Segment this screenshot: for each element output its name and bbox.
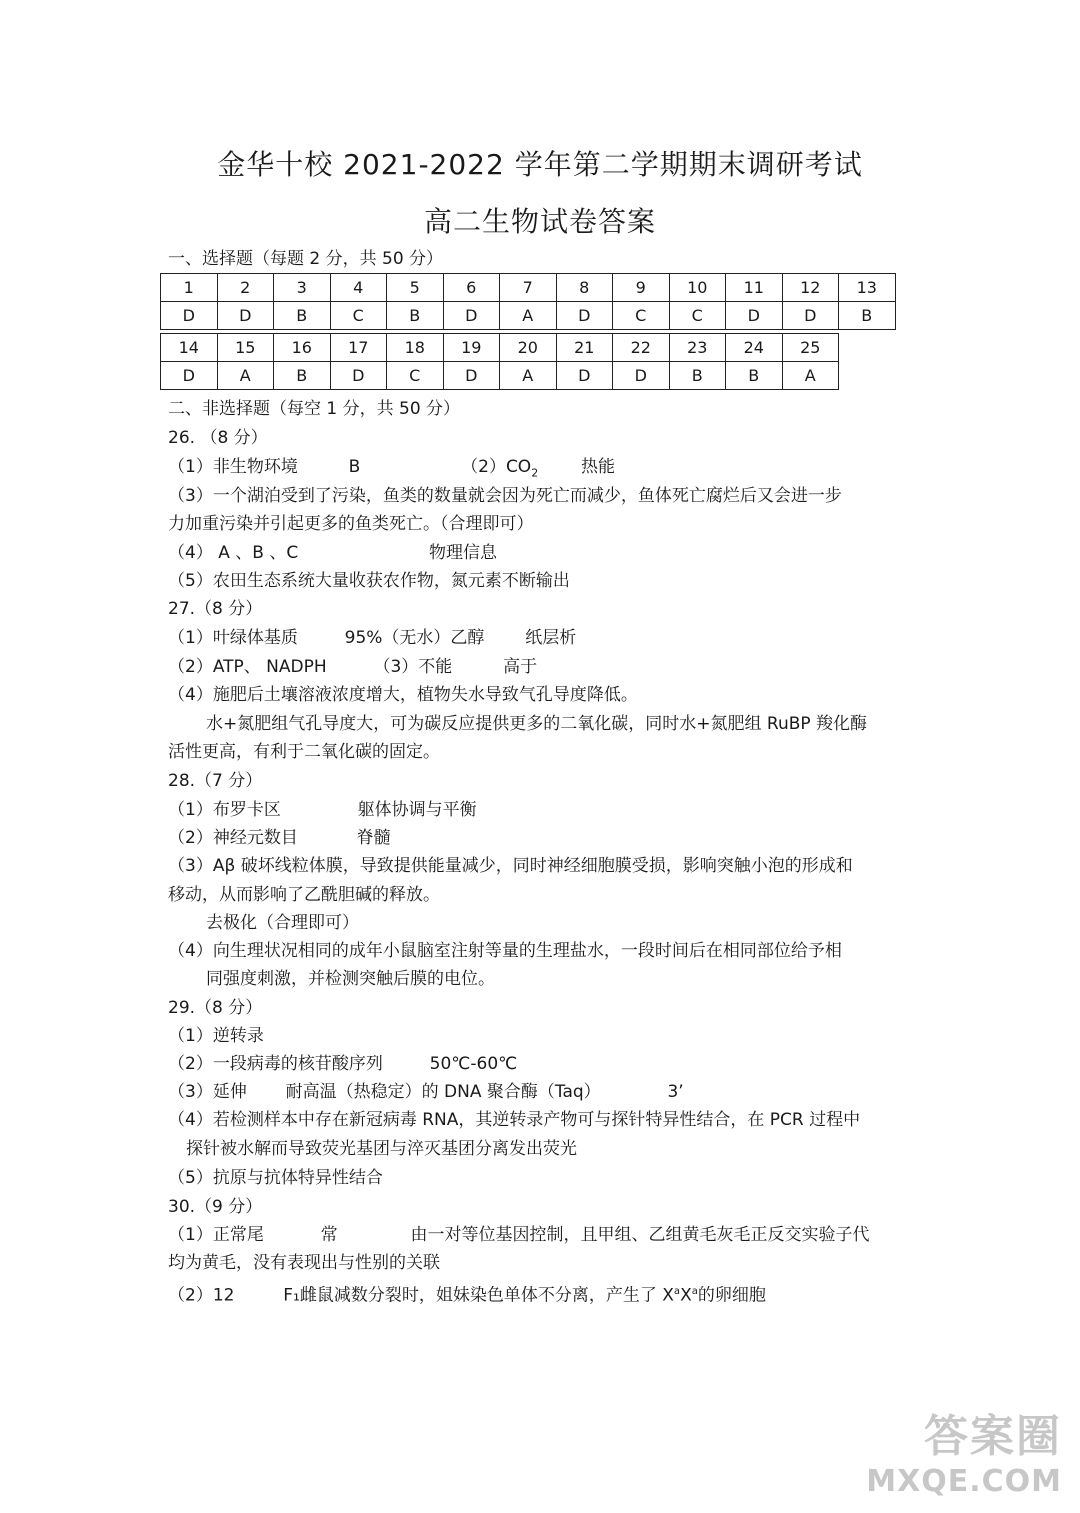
answer-cell: C	[330, 302, 387, 330]
question-number-cell: 24	[726, 334, 783, 362]
q27-ans-1b: 95%（无水）乙醇	[344, 628, 485, 648]
q26-ans-4b: 物理信息	[429, 543, 498, 563]
q26-ans-1b: B	[348, 457, 361, 477]
q29-line-4a: （4）若检测样本中存在新冠病毒 RNA，其逆转录产物可与探针特异性结合，在 PCR 过程中	[168, 1110, 861, 1130]
answer-cell: D	[330, 362, 387, 390]
document-title: 金华十校 2021-2022 学年第二学期期末调研考试	[217, 148, 863, 181]
answer-cell: B	[387, 302, 444, 330]
q26-line-1: （1）非生物环境 B $(2)CO_2$ 热能	[168, 457, 616, 480]
q30-heading: 30.（9 分）	[168, 1197, 263, 1217]
q28-line-1	[168, 799, 477, 821]
answer-cell: A	[782, 362, 839, 390]
answer-table-2-numbers	[161, 334, 839, 362]
answer-cell: B	[274, 362, 331, 390]
q29-heading: 29.（8 分）	[168, 998, 263, 1018]
question-number-cell: 14	[161, 334, 218, 362]
q30-ans-1: （1）正常尾	[168, 1225, 264, 1245]
answer-table-1-numbers	[161, 274, 896, 302]
q30-line-1	[168, 1224, 869, 1246]
q30-ans-1b: 常	[320, 1225, 338, 1245]
question-number-cell: 7	[500, 274, 557, 302]
answer-cell: D	[556, 362, 613, 390]
answer-table-2-answers	[161, 362, 839, 390]
q27-ans-1c: 纸层析	[525, 628, 577, 648]
answer-cell: B	[274, 302, 331, 330]
q26-line-3a: （3）一个湖泊受到了污染，鱼类的数量就会因为死亡而减少，鱼体死亡腐烂后又会进一步	[168, 486, 842, 506]
answer-cell: D	[556, 302, 613, 330]
answer-cell: D	[161, 302, 218, 330]
answer-cell: A	[500, 302, 557, 330]
answer-cell: D	[782, 302, 839, 330]
answer-table-2	[160, 333, 839, 390]
question-number-cell: 4	[330, 274, 387, 302]
q29-ans-2: （2）一段病毒的核苷酸序列	[168, 1054, 383, 1074]
question-number-cell: 22	[613, 334, 670, 362]
q27-line-4a: （4）施肥后土壤溶液浓度增大，植物失水导致气孔导度降低。	[168, 685, 638, 705]
q28-line-2	[168, 827, 391, 849]
q27-ans-3b: 高于	[503, 657, 538, 677]
q29-ans-3: （3）延伸	[168, 1082, 247, 1102]
question-number-cell: 1	[161, 274, 218, 302]
question-number-cell: 25	[782, 334, 839, 362]
q29-ans-3c: 3’	[667, 1082, 684, 1102]
question-number-cell: 13	[839, 274, 896, 302]
q26-ans-2b: 热能	[581, 457, 616, 477]
q30-ans-2: （2）12	[168, 1285, 235, 1306]
question-number-cell: 6	[443, 274, 500, 302]
question-number-cell: 18	[387, 334, 444, 362]
answer-cell: B	[839, 302, 896, 330]
q28-ans-1b: 躯体协调与平衡	[357, 800, 477, 820]
question-number-cell: 21	[556, 334, 613, 362]
q29-line-3	[168, 1081, 684, 1103]
answer-cell: C	[613, 302, 670, 330]
q29-line-2	[168, 1053, 517, 1075]
q28-ans-2b: 脊髓	[356, 828, 391, 848]
q28-heading: 28.（7 分）	[168, 771, 263, 791]
q29-ans-2b: 50℃-60℃	[429, 1054, 518, 1074]
answer-cell: D	[613, 362, 670, 390]
answer-cell: D	[726, 302, 783, 330]
q26-ans-4: （4） A 、B 、C	[168, 543, 299, 563]
watermark-logo	[866, 1400, 1062, 1499]
q29-ans-3b: 耐高温（热稳定）的 DNA 聚合酶（Taq）	[285, 1082, 601, 1102]
question-number-cell: 23	[669, 334, 726, 362]
q28-line-3a: （3）Aβ 破坏线粒体膜，导致提供能量减少，同时神经细胞膜受损，影响突触小泡的形成和	[168, 856, 853, 876]
q28-line-3b: 移动，从而影响了乙酰胆碱的释放。	[168, 885, 440, 905]
answer-table-1-answers	[161, 302, 896, 330]
q27-line-4c: 活性更高，有利于二氧化碳的固定。	[168, 742, 440, 762]
question-number-cell: 10	[669, 274, 726, 302]
question-number-cell: 15	[217, 334, 274, 362]
q30-ans-2b: F₁雌鼠减数分裂时，姐妹染色单体不分离，产生了 X	[283, 1285, 674, 1306]
answer-cell: D	[217, 302, 274, 330]
question-number-cell: 9	[613, 274, 670, 302]
question-number-cell: 19	[443, 334, 500, 362]
answer-cell: C	[387, 362, 444, 390]
q28-line-3c: 去极化（合理即可）	[206, 913, 359, 933]
document-subtitle: 高二生物试卷答案	[423, 205, 656, 238]
answer-cell: C	[669, 302, 726, 330]
q27-heading: 27.（8 分）	[168, 599, 263, 619]
q26-line-4	[168, 542, 497, 564]
q30-ans-2d: 的卵细胞	[697, 1285, 766, 1306]
question-number-cell: 16	[274, 334, 331, 362]
answer-cell: B	[669, 362, 726, 390]
q30-ans-1c: 由一对等位基因控制，且甲组、乙组黄毛灰毛正反交实验子代	[410, 1225, 870, 1245]
answer-cell: D	[443, 302, 500, 330]
watermark-url: MXQE.COM	[866, 1464, 1062, 1499]
section-2-heading: 二、非选择题（每空 1 分，共 50 分）	[168, 399, 461, 419]
answer-cell: D	[161, 362, 218, 390]
answer-cell: A	[500, 362, 557, 390]
q27-ans-2: （2）ATP、 NADPH	[168, 657, 327, 677]
q28-line-4b: 同强度刺激，并检测突触后膜的电位。	[206, 969, 495, 989]
q26-ans-1: （1）非生物环境	[168, 457, 298, 477]
question-number-cell: 12	[782, 274, 839, 302]
question-number-cell: 20	[500, 334, 557, 362]
q27-line-1	[168, 627, 576, 649]
watermark-text: 答案圈	[924, 1411, 1062, 1462]
q27-line-2	[168, 656, 537, 678]
answer-cell: B	[726, 362, 783, 390]
q28-line-4a: （4）向生理状况相同的成年小鼠脑室注射等量的生理盐水，一段时间后在相同部位给予相	[168, 941, 842, 961]
question-number-cell: 5	[387, 274, 444, 302]
q26-line-5: （5）农田生态系统大量收获农作物，氮元素不断输出	[168, 571, 570, 591]
q29-line-1: （1）逆转录	[168, 1026, 264, 1046]
q30-line-2: （2）12 F₁雌鼠减数分裂时，姐妹染色单体不分离，产生了 $X^aX^a$的卵细胞	[168, 1285, 766, 1306]
q26-heading: 26. （8 分）	[168, 428, 268, 448]
q28-ans-2: （2）神经元数目	[168, 828, 298, 848]
q27-ans-3: （3）不能	[373, 657, 453, 677]
answer-cell: D	[443, 362, 500, 390]
q30-line-1d: 均为黄毛，没有表现出与性别的关联	[168, 1253, 440, 1273]
q27-line-4b: 水+氮肥组气孔导度大，可为碳反应提供更多的二氧化碳，同时水+氮肥组 RuBP 羧化酶	[206, 714, 868, 734]
question-number-cell: 2	[217, 274, 274, 302]
q29-line-4b: 探针被水解而导致荧光基团与淬灭基团分离发出荧光	[186, 1139, 577, 1159]
question-number-cell: 17	[330, 334, 387, 362]
q30-ans-2c: X	[680, 1285, 692, 1306]
q27-ans-1: （1）叶绿体基质	[168, 628, 298, 648]
q29-line-5: （5）抗原与抗体特异性结合	[168, 1168, 383, 1188]
q28-ans-1: （1）布罗卡区	[168, 800, 281, 820]
q26-line-3b: 力加重污染并引起更多的鱼类死亡。（合理即可）	[168, 514, 534, 534]
question-number-cell: 8	[556, 274, 613, 302]
section-1-heading: 一、选择题（每题 2 分，共 50 分）	[168, 249, 444, 269]
answer-table-1	[160, 273, 896, 330]
question-number-cell: 11	[726, 274, 783, 302]
question-number-cell: 3	[274, 274, 331, 302]
answer-cell: A	[217, 362, 274, 390]
q26-ans-2: （2）CO	[461, 457, 532, 477]
